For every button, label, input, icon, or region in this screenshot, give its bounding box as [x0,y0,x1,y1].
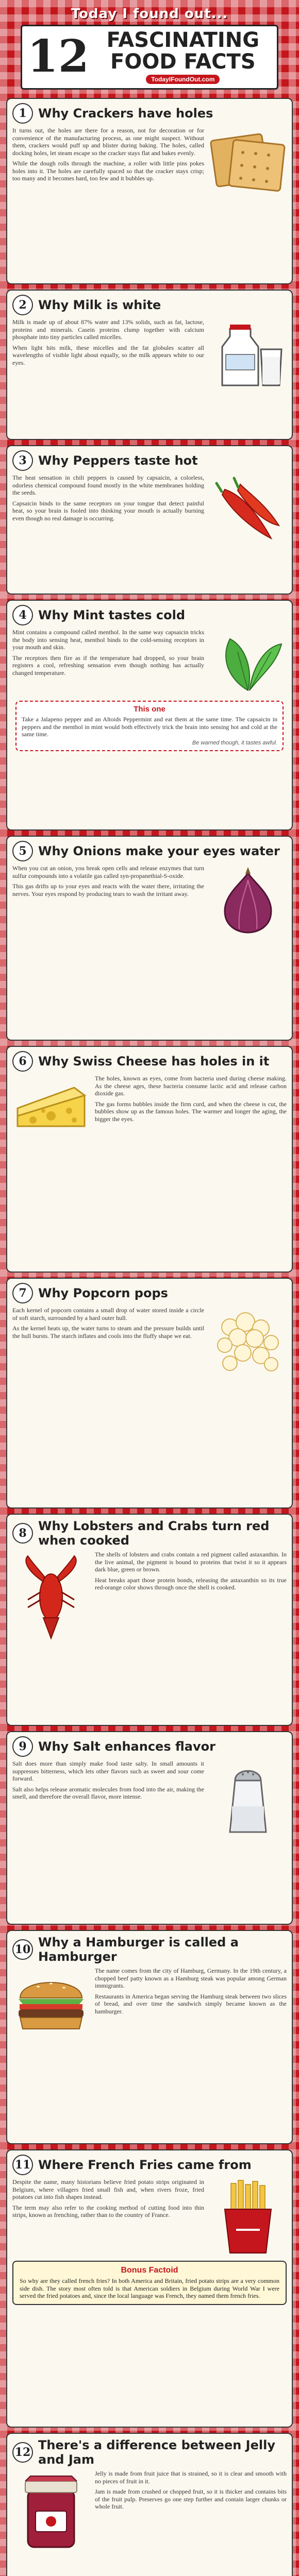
fact-body [12,629,287,696]
fact-card-2 [6,290,293,440]
fact-header [12,1935,287,1964]
title-words [94,29,272,84]
fact-text [12,127,204,194]
fact-title: Why Lobsters and Crabs turn red when cooked [38,1519,270,1548]
this-one-callout [15,701,284,751]
fact-body [12,1551,287,1643]
fact-body [12,865,287,937]
fact-paragraph: Mint contains a compound called menthol. In the same way capsaicin tricks the body into sensing heat, menthol binds to the cold-sensing receptors in your mouth and skin. [12,629,204,651]
crackers-icon [209,127,287,194]
fries-illustration [209,2178,287,2256]
mint-illustration [209,629,287,696]
peppers-illustration [209,474,287,546]
fact-header [12,841,287,861]
fact-paragraph: Restaurants in America began serving the Hamburg steak between two slices of bread, and over time the sandwich simply became known as the hamburger. [95,1992,287,2015]
fact-header [12,2438,287,2467]
callout-title: This one [134,705,165,714]
fact-number: 3 [12,450,33,471]
fact-paragraph: The gas forms bubbles inside the firm curd, and when the cheese is cut, the bubbles show up as the famous holes. The warmer and longer the aging, the bigger the eyes. [95,1100,287,1123]
fact-number: 12 [12,2442,33,2463]
fact-header [12,103,287,124]
fact-header [12,450,287,471]
fact-number: 5 [12,841,33,861]
fact-text [95,2470,287,2552]
fact-paragraph: The term may also refer to the cooking method of cutting food into thin strips, known as frenching, rather than to the country of France. [12,2204,204,2218]
mint-icon [209,629,287,696]
fact-text [95,1967,287,2034]
fact-body [12,318,287,391]
fact-title: Why Peppers taste hot [38,453,198,468]
fact-title: Why Milk is white [38,298,161,312]
fact-header [12,1051,287,1072]
title-number: 12 [27,30,89,82]
fact-title: Why Popcorn pops [38,1286,168,1300]
callout-body: Take a Jalapeno pepper and an Altoids Peppermint and eat them at the same time. The capsaicin in peppers and the menthol in mint would both effectively trick the brain into sensing hot and cold at the same time. [22,716,277,738]
fact-paragraph: The name comes from the city of Hamburg, Germany. In the 19th century, a chopped beef patty known as a Hamburg steak was popular among German immigrants. [95,1967,287,1989]
fact-number: 9 [12,1736,33,1757]
fact-number: 1 [12,103,33,124]
milk-illustration [209,318,287,391]
salt-shaker-icon [209,1760,287,1837]
fact-paragraph: Capsaicin binds to the same receptors on your tongue that detect painful heat, so your brain is fooled into thinking your mouth is actually burning even though no real damage is occurring. [12,499,204,522]
fact-body [12,2178,287,2256]
fact-paragraph: As the kernel heats up, the water turns to steam and the pressure builds until the hull bursts. The starch inflates and cools into the fluffy shape we eat. [12,1325,204,1340]
fact-card-5 [6,836,293,1041]
fact-paragraph: When light hits milk, these micelles and the fat globules scatter all wavelengths of visible light about equally, so the milk appears white to our eyes. [12,344,204,366]
onion-icon [209,865,287,937]
milk-icon [209,318,287,391]
fact-paragraph: Jam is made from crushed or chopped fruit, so it is thicker and contains bits of the fruit pulp. Preserves go one step further and contain larger chunks or whole fruit. [95,2488,287,2510]
fact-paragraph: When you cut an onion, you break open cells and release enzymes that turn sulfur compounds into a volatile gas called syn-propanethial-S-oxide. [12,865,204,879]
fact-paragraph: Salt also helps release aromatic molecules from food into the air, making the smell, and therefore the overall flavor, more intense. [12,1785,204,1800]
fact-header [12,295,287,315]
title-card [21,25,278,90]
crackers-illustration [209,127,287,194]
cheese-illustration [12,1075,90,1142]
bonus-factoid [12,2261,287,2305]
burger-illustration [12,1967,90,2034]
fact-card-12 [6,2433,293,2576]
fact-number: 7 [12,1283,33,1303]
fact-card-1 [6,98,293,284]
header-banner [6,4,293,93]
fact-header [12,1519,287,1548]
fact-title: Where French Fries came from [38,2158,252,2172]
fact-title: Why Salt enhances flavor [38,1739,215,1754]
fact-text [12,318,204,391]
title-line-1: FASCINATING [106,28,260,52]
header-tagline: Today I found out... [71,6,228,22]
fact-text [12,1307,204,1379]
fact-paragraph: While the dough rolls through the machine, a roller with little pins pokes holes into it. The holes are carefully spaced so that the cracker stays crisp; too many and it becomes hard, too few and it bubbles up. [12,160,204,182]
fact-header [12,1736,287,1757]
lobster-icon [12,1551,90,1643]
burger-icon [12,1967,90,2034]
fact-number: 10 [12,1939,33,1960]
fact-number: 8 [12,1523,33,1544]
fact-paragraph: The heat sensation in chili peppers is caused by capsaicin, a colorless, odorless chemical compound found mostly in the white membranes holding the seeds. [12,474,204,496]
fact-card-3 [6,445,293,595]
fact-paragraph: It turns out, the holes are there for a reason, not for decoration or for convenience of the manufacturing process, as one might suspect. Without them, crackers would puff up and blister during baking. The holes, called docking holes, let steam escape so the cracker stays flat and bakes evenly. [12,127,204,157]
fact-card-9 [6,1731,293,1925]
fact-body [12,1307,287,1379]
fact-text [12,1760,204,1837]
fact-card-8 [6,1514,293,1726]
fact-title: Why Onions make your eyes water [38,844,280,858]
peppers-icon [209,474,287,546]
fact-title: Why Swiss Cheese has holes in it [38,1054,270,1069]
callout-note: Be warned though, it tastes awful. [192,739,277,746]
salt-illustration [209,1760,287,1837]
fact-text [95,1075,287,1142]
fact-text [12,865,204,937]
fact-paragraph: Each kernel of popcorn contains a small drop of water stored inside a circle of soft starch, surrounded by a hard outer hull. [12,1307,204,1321]
fact-paragraph: Salt does more than simply make food taste salty. In small amounts it suppresses bitterness, which lets other flavors such as sweet and sour come forward. [12,1760,204,1782]
fact-body [12,127,287,194]
fact-text [12,2178,204,2256]
fact-number: 6 [12,1051,33,1072]
lobster-illustration [12,1551,90,1643]
cheese-icon [12,1075,90,1142]
fact-paragraph: This gas drifts up to your eyes and reacts with the water there, irritating the nerves. Your eyes respond by producing tears to wash the irritant away. [12,883,204,897]
fact-title: Why a Hamburger is called a Hamburger [38,1935,239,1964]
fact-number: 2 [12,295,33,315]
fries-icon [209,2178,287,2256]
fact-title: There's a difference between Jelly and Jam [38,2438,275,2467]
fact-card-7 [6,1278,293,1509]
fact-body [12,1760,287,1837]
fact-body [12,1075,287,1142]
popcorn-illustration [209,1307,287,1379]
fact-title: Why Mint tastes cold [38,608,186,622]
fact-paragraph: The receptors then fire as if the temperature had dropped, so your brain registers a cool, refreshing sensation even though nothing has actually changed temperature. [12,654,204,676]
fact-paragraph: The shells of lobsters and crabs contain a red pigment called astaxanthin. In the live animal, the pigment is bound to proteins that twist it so it appears dark blue, green or brown. [95,1551,287,1573]
fact-paragraph: Jelly is made from fruit juice that is strained, so it is clear and smooth with no pieces of fruit in it. [95,2470,287,2485]
fact-body [12,2470,287,2552]
fact-body [12,1967,287,2034]
fact-card-6 [6,1046,293,1273]
bonus-body: So why are they called french fries? In both America and Britain, fried potato strips are a very common side dish. The story most often told is that American soldiers in Belgium during World War I were served the fried potatoes and, since the local language was French, they named them french fries. [20,2277,279,2299]
jam-jar-icon [12,2470,90,2552]
fact-body [12,474,287,546]
site-pill[interactable]: TodayIFoundOut.com [146,75,220,84]
fact-number: 11 [12,2155,33,2175]
fact-card-10 [6,1930,293,2144]
fact-paragraph: Heat breaks apart those protein bonds, releasing the astaxanthin so its true red-orange color shows through once the shell is cooked. [95,1576,287,1591]
onion-illustration [209,865,287,937]
fact-paragraph: The holes, known as eyes, come from bacteria used during cheese making. As the cheese ages, these bacteria consume lactic acid and release carbon dioxide gas. [95,1075,287,1097]
fact-header [12,605,287,625]
fact-text [12,474,204,546]
bonus-title: Bonus Factoid [121,2266,178,2275]
jam-illustration [12,2470,90,2552]
fact-header [12,1283,287,1303]
fact-card-11 [6,2149,293,2428]
fact-card-4 [6,600,293,831]
popcorn-icon [209,1307,287,1379]
fact-text [95,1551,287,1643]
fact-paragraph: Despite the name, many historians believe fried potato strips originated in Belgium, where villagers fried small fish and, when rivers froze, fried potatoes cut into fish shapes instead. [12,2178,204,2200]
fact-text [12,629,204,696]
title-line-2: FOOD FACTS [110,50,256,74]
fact-header [12,2155,287,2175]
fact-title: Why Crackers have holes [38,106,213,121]
fact-paragraph: Milk is made up of about 87% water and 13% solids, such as fat, lactose, proteins and minerals. Casein proteins clump together with calcium phosphate into tiny particles called micelles. [12,318,204,341]
fact-number: 4 [12,605,33,625]
